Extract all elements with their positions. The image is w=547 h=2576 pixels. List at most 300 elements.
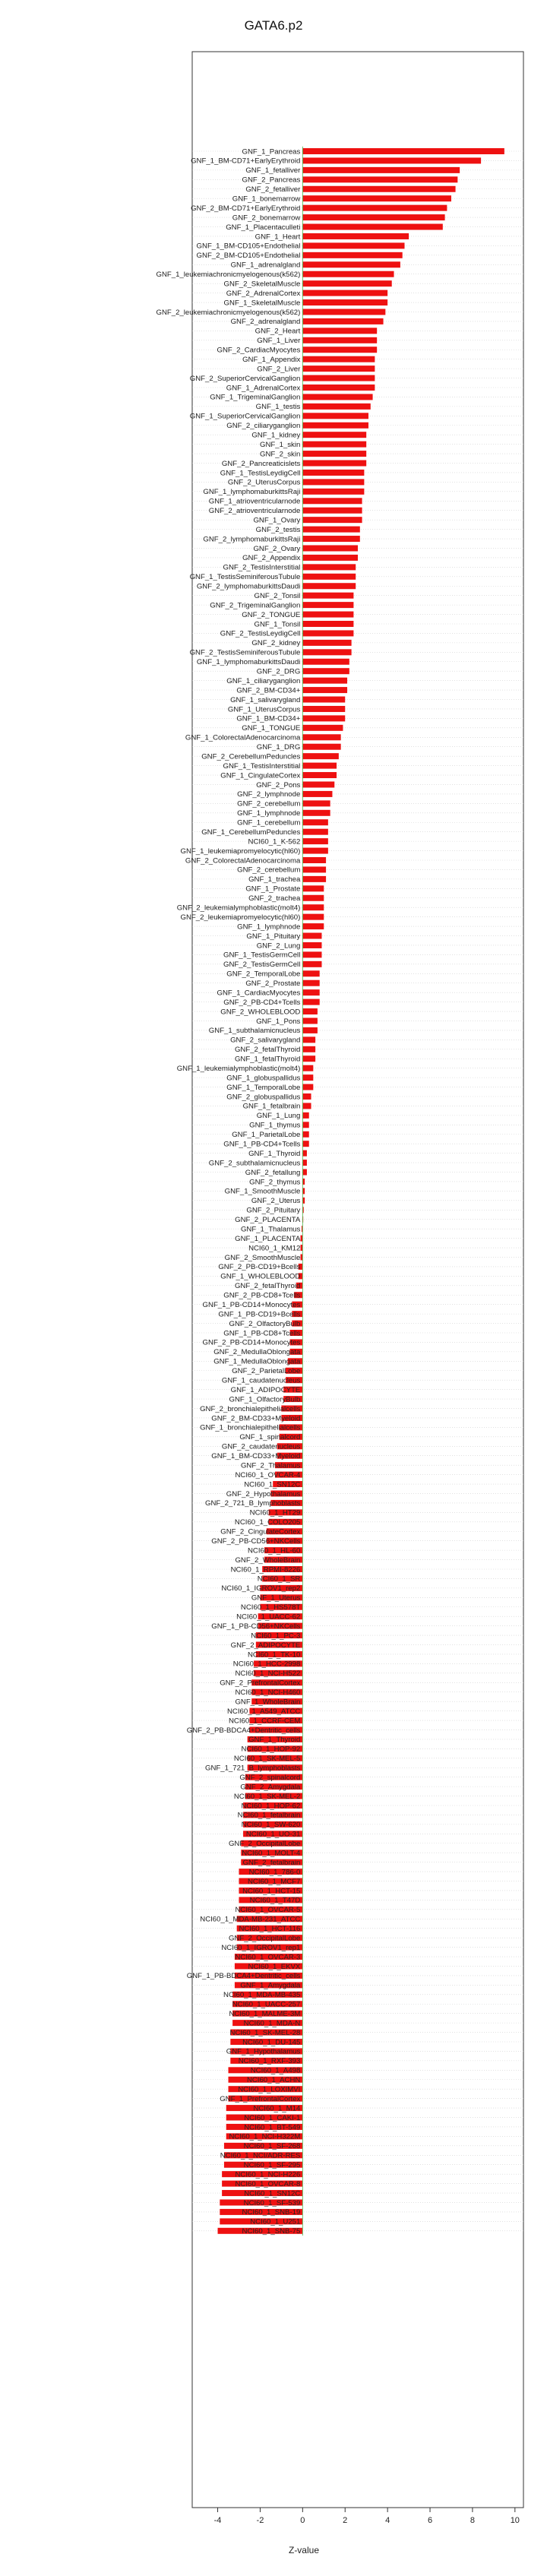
- category-label: GNF_2_PB-CD4+Tcells: [223, 998, 301, 1007]
- category-label: NCI60_1_HOP-92: [241, 1745, 301, 1754]
- category-label: GNF_2_PrefrontalCortex: [220, 1679, 301, 1688]
- bar: [302, 1160, 307, 1166]
- category-label: GNF_2_trachea: [248, 894, 301, 903]
- bar: [302, 706, 345, 712]
- category-label: GNF_2_kidney: [251, 639, 301, 648]
- category-label: NCI60_1_ACHN: [246, 2076, 301, 2085]
- category-label: GNF_1_SmoothMuscle: [224, 1187, 301, 1196]
- bar: [302, 715, 345, 721]
- bar: [302, 460, 366, 467]
- category-label: NCI60_1_SN12C: [244, 2189, 301, 2198]
- category-label: GNF_2_TrigeminalGanglion: [210, 601, 301, 610]
- category-label: GNF_2_TestisSeminiferousTubule: [189, 648, 301, 657]
- category-label: GNF_1_SuperiorCervicalGanglion: [189, 412, 301, 421]
- category-label: GNF_2_CingulateCortex: [220, 1527, 301, 1536]
- bar: [302, 640, 351, 646]
- category-label: GNF_2_TestisLeydigCell: [220, 629, 301, 638]
- bar: [302, 772, 337, 778]
- category-label: GNF_1_UterusCorpus: [227, 705, 301, 714]
- category-label: GNF_1_leukemiapromyelocytic(hl60): [180, 847, 301, 856]
- category-label: GNF_1_Pancreas: [242, 147, 301, 157]
- category-label: GNF_2_skin: [260, 450, 301, 459]
- category-label: NCI60_1_COLO205: [234, 1518, 301, 1527]
- category-label: GNF_2_Pancreaticislets: [221, 459, 301, 468]
- bar: [302, 734, 340, 740]
- bar: [302, 866, 326, 872]
- category-label: GNF_1_CingulateCortex: [220, 771, 301, 780]
- category-label: GNF_2_testis: [255, 525, 301, 534]
- bar: [302, 1027, 318, 1033]
- bar: [302, 451, 366, 457]
- bar: [302, 1046, 315, 1052]
- category-label: NCI60_1_BT-549: [244, 2123, 301, 2132]
- category-label: GNF_1_leukemiachronicmyelogenous(k562): [156, 271, 301, 280]
- bar: [302, 536, 359, 542]
- category-label: GNF_1_Prostate: [245, 885, 301, 894]
- bar: [302, 205, 447, 211]
- category-label: GNF_1_OlfactoryBulb: [229, 1395, 301, 1404]
- category-label: NCI60_1_OVCAR-4: [235, 1470, 301, 1479]
- bar: [302, 1074, 313, 1081]
- bar: [302, 233, 409, 239]
- category-label: GNF_2_ADIPOCYTE: [230, 1641, 301, 1650]
- category-label: NCI60_1_UO-31: [245, 1830, 301, 1839]
- category-label: GNF_1_MedullaOblongata: [213, 1357, 301, 1366]
- category-label: GNF_2_leukemiachronicmyelogenous(k562): [156, 308, 301, 317]
- category-label: GNF_1_TemporalLobe: [226, 1083, 301, 1092]
- category-label: GNF_2_lymphomaburkittsDaudi: [196, 582, 301, 591]
- category-label: GNF_2_subthalamicnucleus: [208, 1159, 301, 1168]
- category-label: NCI60_1_SNB-19: [242, 2208, 301, 2217]
- bar: [302, 432, 366, 438]
- category-label: GNF_2_Amygdala: [240, 1783, 301, 1792]
- category-label: GNF_2_Tonsil: [254, 591, 301, 600]
- category-label: NCI60_1_DU-145: [242, 2038, 301, 2047]
- category-label: NCI60_1_K-562: [248, 837, 301, 847]
- category-label: GNF_1_Lung: [256, 1112, 301, 1121]
- bar: [302, 933, 321, 939]
- x-tick-label: 0: [300, 2516, 305, 2525]
- category-label: NCI60_1_HT29: [249, 1508, 301, 1517]
- category-label: GNF_2_WHOLEBLOOD: [220, 1008, 301, 1017]
- bar: [302, 564, 356, 570]
- bar: [302, 309, 385, 315]
- category-label: NCI60_1_U251: [250, 2217, 301, 2226]
- category-label: GNF_2_CardiacMyocytes: [217, 346, 301, 355]
- category-label: GNF_2_OccipitalLobe: [228, 1840, 301, 1849]
- bar: [302, 621, 353, 627]
- category-label: NCI60_1_SW-620: [241, 1821, 301, 1830]
- category-label: GNF_1_Hypothalamus: [226, 2047, 301, 2056]
- category-label: GNF_1_Pituitary: [246, 932, 301, 941]
- bar: [302, 800, 330, 806]
- category-label: NCI60_1_MDA-N: [243, 2019, 301, 2028]
- category-label: NCI60_1_SF-295: [243, 2161, 301, 2170]
- category-label: GNF_2_TemporalLobe: [226, 970, 301, 979]
- category-label: GNF_1_CardiacMyocytes: [217, 989, 301, 998]
- category-label: NCI60_1_SNB-75: [242, 2227, 301, 2236]
- category-label: GNF_1_TestisGermCell: [223, 951, 301, 960]
- bar: [302, 687, 347, 693]
- category-label: GNF_1_ColorectalAdenocarcinoma: [185, 733, 301, 742]
- category-label: GNF_1_fetalliver: [245, 166, 301, 176]
- category-label: GNF_2_fetalThyroid: [234, 1282, 301, 1291]
- category-label: GNF_1_TestisSeminiferousTubule: [189, 573, 301, 582]
- category-label: GNF_1_skin: [260, 440, 301, 449]
- bar: [302, 989, 319, 995]
- bar: [302, 290, 387, 296]
- x-tick-label: -4: [213, 2516, 222, 2525]
- bar: [302, 479, 364, 485]
- bar: [302, 167, 460, 173]
- category-label: GNF_2_Pons: [256, 780, 301, 790]
- bar: [302, 1150, 307, 1157]
- category-label: GNF_1_fetalThyroid: [234, 1055, 301, 1064]
- bar: [302, 1122, 308, 1128]
- bar: [302, 1036, 315, 1043]
- bar: [302, 347, 377, 353]
- bar: [302, 299, 387, 305]
- category-label: GNF_2_BM-CD34+: [236, 686, 301, 695]
- category-label: GNF_1_DRG: [256, 743, 301, 752]
- bar: [302, 649, 351, 655]
- category-label: GNF_1_BM-CD33+Myeloid: [211, 1452, 301, 1461]
- bar: [302, 366, 375, 372]
- bar: [302, 829, 328, 835]
- category-label: GNF_1_WHOLEBLOOD: [220, 1272, 301, 1281]
- category-label: NCI60_1_HOP-62: [241, 1802, 301, 1811]
- bar: [302, 527, 359, 533]
- bar: [302, 403, 370, 410]
- category-label: GNF_1_caudatenucleus: [221, 1376, 301, 1385]
- bar: [302, 1169, 307, 1176]
- category-label: NCI60_1_T47D: [249, 1896, 301, 1905]
- bar: [302, 923, 324, 929]
- bar: [302, 1141, 308, 1147]
- category-label: GNF_1_atrioventricularnode: [208, 497, 301, 506]
- category-label: NCI60_1_NCI-H226: [235, 2170, 301, 2179]
- bar: [302, 394, 372, 400]
- category-label: GNF_2_fetalbrain: [242, 1858, 301, 1867]
- category-label: GNF_1_WholeBrain: [235, 1698, 301, 1707]
- category-label: GNF_2_lymphnode: [237, 790, 301, 799]
- bar: [302, 574, 356, 580]
- category-label: NCI60_1_A498: [250, 2066, 301, 2075]
- category-label: NCI60_1_IGROV1_rep2: [221, 1584, 301, 1593]
- category-label: GNF_1_TrigeminalGanglion: [210, 393, 301, 402]
- category-label: GNF_2_DRG: [256, 667, 301, 676]
- category-label: GNF_2_adrenalgland: [230, 318, 301, 327]
- category-label: GNF_1_globuspallidus: [226, 1074, 301, 1083]
- category-label: GNF_1_kidney: [251, 431, 301, 440]
- category-label: GNF_1_BM-CD71+EarlyErythroid: [191, 157, 301, 166]
- category-label: NCI60_1_HL-60: [247, 1546, 301, 1555]
- category-label: GNF_2_TestisGermCell: [223, 960, 301, 970]
- category-label: GNF_2_cerebellum: [237, 799, 301, 809]
- category-label: GNF_2_PB-BDCA4+Dentritic_cells: [186, 1726, 301, 1735]
- category-label: GNF_1_PB-CD56+NKCells: [211, 1622, 301, 1631]
- category-label: GNF_2_SmoothMuscle: [224, 1253, 301, 1262]
- category-label: GNF_2_BM-CD71+EarlyErythroid: [191, 204, 301, 213]
- bar: [302, 961, 321, 967]
- category-label: NCI60_1_SF-268: [243, 2142, 301, 2151]
- bar: [302, 375, 375, 381]
- category-label: GNF_1_lymphnode: [237, 809, 301, 818]
- bar: [302, 422, 368, 429]
- bar: [302, 876, 326, 882]
- category-label: GNF_1_CerebellumPeduncles: [201, 828, 301, 837]
- bar: [302, 508, 362, 514]
- x-tick-label: 10: [510, 2516, 520, 2525]
- label-layer: [156, 147, 301, 2236]
- category-label: GNF_1_lymphnode: [237, 922, 301, 932]
- bar: [302, 848, 328, 854]
- category-label: GNF_1_PB-CD14+Monocytes: [202, 1300, 301, 1309]
- category-label: NCI60_1_PC-3: [251, 1631, 301, 1641]
- category-label: GNF_1_PB-CD19+Bcells: [218, 1310, 301, 1319]
- category-label: GNF_2_Hypothalamus: [226, 1489, 301, 1498]
- category-label: GNF_2_PB-CD19+Bcells: [218, 1263, 301, 1272]
- category-label: GNF_1_Placentaculleti: [226, 223, 301, 232]
- category-label: GNF_1_thymus: [249, 1121, 301, 1130]
- bar: [302, 470, 364, 476]
- category-label: GNF_2_SuperiorCervicalGanglion: [189, 374, 301, 383]
- category-label: GNF_2_Uterus: [251, 1197, 301, 1206]
- bar: [302, 593, 353, 599]
- bar: [302, 186, 455, 192]
- x-tick-label: -2: [256, 2516, 264, 2525]
- category-label: GNF_1_Thalamus: [240, 1225, 301, 1234]
- bar: [302, 413, 368, 419]
- category-label: GNF_1_Amygdala: [240, 1981, 301, 1990]
- bar: [302, 1093, 311, 1100]
- category-label: GNF_2_bronchialepithelialcells: [200, 1404, 301, 1413]
- category-label: GNF_1_TONGUE: [242, 724, 301, 733]
- bar: [302, 1055, 315, 1062]
- category-label: GNF_2_fetallung: [245, 1168, 301, 1177]
- category-label: NCI60_1_fetalbrain: [237, 1811, 301, 1820]
- category-label: NCI60_1_CCRF-CEM: [228, 1717, 301, 1726]
- category-label: GNF_1_ciliaryganglion: [226, 676, 301, 685]
- bar: [302, 895, 324, 901]
- bar: [302, 517, 362, 523]
- category-label: NCI60_1_TK-10: [248, 1650, 301, 1660]
- category-label: GNF_2_salivarygland: [230, 1036, 301, 1045]
- bar: [302, 753, 339, 759]
- category-label: NCI60_1_HCT-116: [239, 1925, 301, 1934]
- category-label: NCI60_1_SR: [257, 1574, 301, 1584]
- category-label: GNF_1_PB-BDCA4+Dentritic_cells: [186, 1972, 301, 1981]
- category-label: GNF_2_Pituitary: [246, 1206, 301, 1215]
- x-axis: [214, 2508, 520, 2525]
- category-label: NCI60_1_LOXIMVI: [238, 2085, 301, 2094]
- category-label: GNF_2_OlfactoryBulb: [229, 1319, 301, 1328]
- bar: [302, 195, 451, 201]
- category-label: NCI60_1_SK-MEL-2: [233, 1792, 301, 1801]
- category-label: NCI60_1_UACC-62: [236, 1612, 301, 1622]
- bar: [302, 697, 345, 703]
- bar: [302, 261, 400, 267]
- bar: [302, 668, 349, 674]
- category-label: GNF_2_PB-CD56+NKCells: [211, 1536, 301, 1546]
- bar: [302, 148, 504, 154]
- category-label: GNF_1_AdrenalCortex: [226, 384, 301, 393]
- category-label: GNF_2_PLACENTA: [235, 1216, 301, 1225]
- category-label: GNF_2_WholeBrain: [235, 1555, 301, 1565]
- category-label: GNF_2_Thalamus: [240, 1461, 301, 1470]
- category-label: GNF_2_TONGUE: [242, 610, 301, 619]
- bar: [302, 942, 321, 948]
- category-label: GNF_1_Thyroid: [248, 1149, 301, 1158]
- category-label: GNF_2_spinalcord: [239, 1773, 301, 1782]
- x-tick-label: 8: [470, 2516, 475, 2525]
- category-label: GNF_2_BM-CD105+Endothelial: [196, 252, 301, 261]
- category-label: GNF_1_cerebellum: [237, 818, 301, 828]
- category-label: NCI60_1_MCF7: [248, 1877, 301, 1886]
- category-label: GNF_2_fetalThyroid: [234, 1046, 301, 1055]
- bar: [302, 1008, 318, 1014]
- category-label: NCI60_1_RXF-393: [238, 2057, 301, 2066]
- bar: [302, 489, 364, 495]
- category-label: GNF_1_PLACENTA: [235, 1234, 301, 1243]
- category-label: GNF_1_Appendix: [242, 355, 301, 364]
- category-label: NCI60_1_SK-MEL-28: [229, 2028, 301, 2037]
- category-label: GNF_1_BM-CD105+Endothelial: [196, 242, 301, 251]
- category-label: GNF_2_Heart: [255, 327, 301, 336]
- bar: [302, 980, 319, 986]
- bar: [302, 271, 394, 277]
- category-label: NCI60_1_HS578T: [240, 1603, 301, 1612]
- category-label: GNF_1_subthalamicnucleus: [208, 1027, 301, 1036]
- bar: [302, 555, 358, 561]
- bar: [302, 810, 330, 816]
- category-label: NCI60_1_OVCAR-3: [235, 1953, 301, 1962]
- category-label: GNF_1_BM-CD34+: [236, 714, 301, 723]
- bar: [302, 280, 391, 286]
- bar: [302, 176, 457, 182]
- category-label: GNF_2_Appendix: [242, 554, 301, 563]
- category-label: GNF_2_leukemialymphoblastic(molt4): [176, 903, 301, 913]
- category-label: GNF_2_ciliaryganglion: [226, 422, 301, 431]
- category-label: NCI60_1_NCI/ADR-RES: [220, 2151, 301, 2160]
- category-label: GNF_1_Uterus: [251, 1593, 301, 1603]
- bar: [302, 744, 340, 750]
- category-label: GNF_1_PB-CD4+Tcells: [223, 1140, 301, 1149]
- x-tick-label: 6: [427, 2516, 433, 2525]
- category-label: GNF_2_721_B_lymphoblasts: [205, 1499, 301, 1508]
- bar: [302, 1131, 308, 1138]
- bar: [302, 242, 404, 248]
- category-label: NCI60_1_OVCAR-8: [235, 2179, 301, 2188]
- category-label: GNF_2_lymphomaburkittsRaji: [203, 535, 301, 544]
- category-label: GNF_1_trachea: [248, 875, 301, 885]
- category-label: GNF_2_SkeletalMuscle: [223, 280, 301, 289]
- category-label: GNF_2_UterusCorpus: [227, 478, 301, 487]
- bar: [302, 857, 326, 863]
- bar: [302, 356, 375, 362]
- category-label: GNF_2_CerebellumPeduncles: [201, 752, 301, 761]
- bar: [302, 1065, 313, 1071]
- category-label: GNF_2_caudatenucleus: [221, 1442, 301, 1451]
- category-label: GNF_2_leukemiapromyelocytic(hl60): [180, 913, 301, 922]
- category-label: GNF_2_Lung: [256, 941, 301, 951]
- category-label: GNF_1_spinalcord: [239, 1433, 301, 1442]
- category-label: NCI60_1_RPMI-8226: [230, 1565, 301, 1574]
- x-axis-label: Z-value: [288, 2545, 320, 2555]
- x-tick-label: 4: [385, 2516, 390, 2525]
- category-label: GNF_2_TestisInterstitial: [223, 563, 301, 572]
- bar: [302, 678, 347, 684]
- category-label: GNF_1_ADIPOCYTE: [230, 1385, 301, 1394]
- category-label: NCI60_1_CAKI-1: [244, 2113, 301, 2122]
- category-label: NCI60_1_NCI-H460: [235, 1688, 301, 1698]
- category-label: GNF_2_Pancreas: [242, 176, 301, 185]
- category-label: NCI60_1_OVCAR-5: [235, 1906, 301, 1915]
- bar: [302, 970, 319, 976]
- bar: [302, 1103, 311, 1109]
- category-label: NCI60_1_HCC-2998: [232, 1660, 301, 1669]
- category-label: GNF_1_bonemarrow: [232, 195, 301, 204]
- bar: [302, 583, 356, 589]
- category-label: GNF_1_Liver: [257, 337, 301, 346]
- bar: [302, 914, 324, 920]
- category-label: GNF_1_TestisLeydigCell: [220, 469, 301, 478]
- category-label: GNF_2_AdrenalCortex: [226, 289, 301, 298]
- bar: [302, 791, 332, 797]
- category-label: GNF_1_PB-CD8+Tcells: [223, 1329, 301, 1338]
- bar: [302, 498, 362, 504]
- category-label: GNF_1_Thyroid: [248, 1736, 301, 1745]
- category-label: GNF_2_ParietalLobe: [232, 1367, 301, 1376]
- bar: [302, 214, 444, 220]
- category-label: GNF_1_leukemialymphoblastic(molt4): [176, 1064, 301, 1073]
- bar: [302, 337, 377, 343]
- bar: [302, 763, 337, 769]
- category-label: NCI60_1_A549_ATCC: [226, 1707, 301, 1716]
- category-label: GNF_2_PB-CD8+Tcells: [223, 1291, 301, 1300]
- bar: [302, 1084, 313, 1090]
- category-label: GNF_1_ParietalLobe: [232, 1131, 301, 1140]
- category-label: GNF_1_SkeletalMuscle: [223, 299, 301, 308]
- bar: [302, 904, 324, 910]
- category-label: GNF_1_salivarygland: [230, 695, 301, 704]
- category-label: GNF_2_thymus: [249, 1178, 301, 1187]
- bar: [302, 885, 324, 891]
- category-label: GNF_1_Ovary: [253, 516, 301, 525]
- category-label: NCI60_1_UACC-257: [232, 2000, 301, 2009]
- bar: [302, 224, 442, 230]
- category-label: NCI60_1_NCI-H322M: [229, 2132, 301, 2141]
- category-label: NCI60_1_IGROV1_rep1: [221, 1943, 301, 1952]
- bar: [302, 602, 353, 608]
- bar: [302, 318, 383, 324]
- category-label: GNF_2_OccipitalLobe: [228, 1934, 301, 1943]
- category-label: GNF_1_Pons: [256, 1017, 301, 1026]
- category-label: GNF_1_Heart: [255, 233, 301, 242]
- category-label: GNF_2_atrioventricularnode: [208, 507, 301, 516]
- category-label: GNF_2_globuspallidus: [226, 1093, 301, 1102]
- category-label: NCI60_1_SF-539: [243, 2198, 301, 2207]
- category-label: GNF_1_Tonsil: [254, 620, 301, 629]
- category-label: NCI60_1_MOLT-4: [242, 1849, 301, 1858]
- category-label: NCI60_1_SN12C: [244, 1480, 301, 1489]
- category-label: GNF_1_adrenalgland: [230, 261, 301, 270]
- category-label: GNF_2_PB-CD14+Monocytes: [202, 1338, 301, 1347]
- category-label: NCI60_1_MDA-MB-231_ATCC: [200, 1915, 301, 1924]
- category-label: GNF_2_Liver: [257, 365, 301, 374]
- bar: [302, 838, 328, 844]
- bar: [302, 630, 353, 636]
